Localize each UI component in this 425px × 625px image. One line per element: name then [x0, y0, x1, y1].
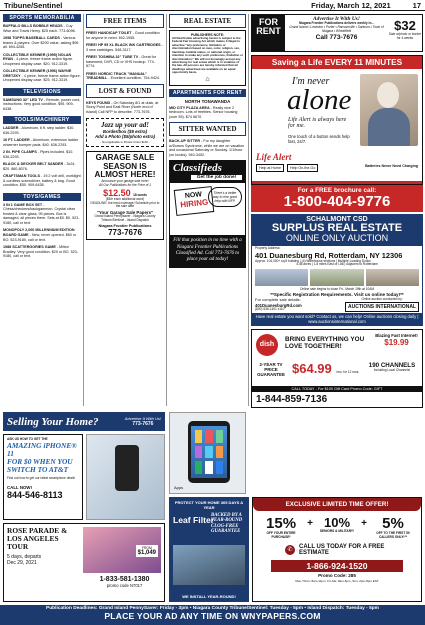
- offer-banner: EXCLUSIVE LIMITED TIME OFFER!: [253, 498, 421, 511]
- dish-guarantee: 2-YEAR TV PRICE GUARANTEE: [257, 361, 285, 377]
- classified-listing: CRAFTSMAN TOOLS - 19.2 volt drill, worklight & cordless screwdriver, battery & bag. Good condition. $50. 909-6438.: [3, 174, 81, 188]
- senior-photo: [360, 74, 418, 146]
- rent-towns: Grand Island • Lewiston • Porter • Ransomville • Sanborn • Town of Niagara • Wheatfield: [289, 24, 384, 33]
- page-number: 17: [412, 0, 421, 10]
- auction-address: 401 Duanesburg Rd, Rotterdam, NY 12306: [255, 250, 403, 260]
- classified-listing: FREE! HP 95 XL BLACK INK CARTRIDGES - 3 new cartridges. 548-3117.: [86, 43, 163, 52]
- classified-listing: SAMSUNG 32" LED TV - Remote, power cord, instructions. Very good condition. $95. 909-6438.: [3, 97, 81, 111]
- classified-column-3: [169, 14, 246, 268]
- phone-image: [86, 434, 165, 520]
- free-items-title: FREE ITEMS: [86, 14, 164, 28]
- classified-listing: MONOPOLY 2,000 MILLENNIUM EDITION BOARD GAME - New, never opened. $60 or BO. 523-9180, call or text.: [3, 228, 77, 242]
- auction-sub: ONLINE ONLY AUCTION: [285, 233, 389, 243]
- rose-phone: 1-833-581-1380: [99, 576, 150, 583]
- classified-listing: FREE! HANDICAP TOILET - Good condition for anyone in need. 692-1955.: [86, 31, 160, 40]
- dish-channels: 190 CHANNELS: [368, 361, 416, 369]
- alone-sub: One touch of a button sends help fast, 24/7.: [288, 134, 350, 144]
- brochure-strip: For a FREE brochure call: 1-800-404-9776: [251, 185, 423, 212]
- real-estate-title: REAL ESTATE: [169, 14, 246, 28]
- offer-phone: 1-866-924-1520: [271, 560, 403, 572]
- auction-terms: **Specific Registration Requirements. Visit us online today!**: [270, 291, 404, 297]
- leaf-filter-logo: Leaf Filter: [173, 515, 215, 525]
- auction-photos: [255, 269, 419, 286]
- auction-bidding: Online sale begins to close Fri., March 19th at 10AM: [299, 287, 375, 292]
- life-alert-phone: 1-800-404-9776: [283, 193, 391, 210]
- dish-call-line: CALL TODAY - For $100 Gift Card Promo Code: GIFT: [252, 386, 422, 392]
- life-alert-banner: Saving a Life EVERY 11 MINUTES: [252, 56, 422, 69]
- classified-listing: COLLECTIBLE KENNER (1996) WAYNE GRETZKY - 4 piece, freeze frame action figure. Unopened display case. $25. 912-3319.: [3, 69, 81, 83]
- classified-listing: 16 FT. LADDER - Aluminum, extension ladder w/werner bumper pads. $40. 636-2293.: [3, 138, 79, 147]
- jazz-line2: Add a Photo ($5/photo extra): [94, 134, 155, 140]
- jazz-ad: [86, 118, 164, 147]
- section-title: TELEVISIONS: [3, 88, 81, 96]
- alone-tagline: Life Alert is always here for me.: [288, 117, 347, 129]
- classified-listing: 2 IN. PIPE CLAMPS - Pipes included. $10. 636-2293.: [3, 150, 74, 159]
- section-title: TOYS/GAMES: [3, 193, 81, 201]
- auction-details: Approx. 104,000+ sq ft building | (4) Warehouse sections | Multiple Loading Docks: [255, 258, 371, 263]
- place-ad-text[interactable]: PLACE YOUR AD ANY TIME ON WNYPAPERS.COM: [104, 611, 321, 621]
- classified-listing: 3 IN 1 GAME BOX SET - Chess/checkers/backgammon. Crystal clear frosted & clear glass, 95 pieces. Box is damaged, all pieces there. Sets at $0. $0. 523-9180, call or text.: [3, 202, 80, 225]
- classified-listing: COLLECTIBLE KENNER (1995) NOLAN RYAN - 4 piece, freeze frame action figure. Unopened display case. $20. 912-3319.: [3, 52, 74, 66]
- classified-listing: BUFFALO BILLS BOBBLE HEADS - Cuy Wise and Travis Henry. $25 each. 773-6096.: [3, 24, 76, 33]
- page-footer: [0, 605, 425, 625]
- display-ad-column: [251, 14, 423, 408]
- garage-deadline: DEADLINE: the best coverage! Schedule prior to the sale date: [90, 200, 160, 209]
- auction-phone: (800) 536-1401 x110: [255, 306, 285, 311]
- issue-date: Friday, March 12, 2021: [311, 0, 391, 10]
- classified-column-1: [3, 14, 81, 264]
- auction-school: SCHALMONT CSD: [306, 216, 368, 223]
- garage-kit-sub: Grand Island Pennysaver - Niagara County Tribune/Sentinel - Island Dispatch: [94, 214, 156, 222]
- auction-headline: SURPLUS REAL ESTATE: [271, 222, 403, 234]
- jazz-line1: Border/box ($5 extra): [102, 129, 148, 135]
- section-title: SPORTS MEMORABILIA: [3, 14, 81, 22]
- deadlines-text: Publication Deadlines: Grand Island PennySaver: Friday - 3pm • Niagara County Tribune/Sentinel: Tuesday - 5pm • Island Dispatch: Tuesday - 5pm: [46, 606, 379, 611]
- garage-extra: ($5/e each additional word): [105, 196, 145, 201]
- classified-listing: BLACK & DECKER BELT SANDER - 3x24. $20. 860-8076.: [3, 162, 76, 171]
- equal-housing-icon: ⌂: [205, 75, 210, 83]
- classified-listing: KEYS FOUND - On Saturday 8/1 at dusk, at Stony Point and East River (North end of Island) Call NFP to describe. 773-7676.: [86, 100, 159, 114]
- auction-prop-label: Property Address:: [255, 245, 281, 250]
- speech-bubble: There's a better way to hire good help with NFP.: [208, 187, 242, 207]
- apartments-title: APARTMENTS FOR RENT: [169, 89, 246, 97]
- rent-price-note: Sale w/photo or border for 4 weeks: [388, 32, 422, 40]
- exclusive-offer-ad: EXCLUSIVE LIMITED TIME OFFER! 15% OFF YOUR ENTIRE PURCHASE* + 10% SENIORS & MILITARY! + 5% OFF TO THE FIRST 50 CALLERS ONLY!** ✆ CALL US TODAY FOR A FREE ESTIMATE 1-866-924-1520 Promo Code: 285 Mon-Thurs: 8am-11pm, Fri-Sat: 8am-5pm, Sun: 2pm-8pm EST: [252, 497, 422, 602]
- life-alert-brand: Life Alert: [256, 152, 292, 162]
- dish-logo: dish: [256, 334, 278, 356]
- selling-home-ad: Selling Your Home? Advertise It With Us! 773-7676: [3, 412, 165, 431]
- garage-brand: Niagara Frontier Publications: [98, 223, 152, 228]
- garage-title: GARAGE SALE SEASON IS ALMOST HERE!: [94, 153, 156, 179]
- rent-call: Call 773-7676: [315, 34, 358, 42]
- auction-url[interactable]: 401DuanesburgRd.com: [255, 302, 302, 308]
- alone-line1: I'm never: [292, 76, 330, 87]
- for-rent-block: FOR RENT: [252, 15, 285, 51]
- phone-icon: ✆: [285, 545, 295, 555]
- garage-phone: 773-7676: [108, 227, 142, 237]
- notice-title: PUBLISHERS NOTE:: [190, 33, 225, 37]
- classified-listing: 1958 TOPPS BASEBALL CARDS - Various teams & players. Over $200 value, asking $95 all. 694-4265.: [3, 36, 79, 50]
- classifieds-title: Classifieds: [173, 162, 222, 175]
- notice-body: All Real Estate advertising herein is subject to the Federal Fair Housing Act which makes it illegal to advertise "any preference, limitation or discrimination based on race, color, religion, sex, handicap, familial status, or national origin, or intention to make any such preference, limitation or discrimination." We will not knowingly accept any advertising for real estate which is in violation of the law. All persons are hereby informed that all dwellings advertised are available on an equal opportunity basis.: [172, 36, 243, 75]
- classified-listing: 1988 SCATTERGORIES GAME - Milton Bradley. Very good condition. $20 or BO. 523-9180, call or text.: [3, 245, 78, 259]
- att-phone: 844-546-8113: [7, 490, 63, 501]
- rent-headline: Advertise It With Us!: [313, 16, 360, 22]
- classified-listing: MID CITY PLAZA AREA - Really nice 2 bedroom. Lots of freebies. Senior housing (over 55). $74 6670.: [169, 105, 238, 119]
- offer-row: 15% OFF YOUR ENTIRE PURCHASE* + 10% SENIORS & MILITARY! + 5% OFF TO THE FIRST 50 CALLERS ONLY!**: [266, 515, 410, 539]
- garage-sale-ad: [86, 151, 164, 240]
- rent-price: $32: [394, 18, 416, 33]
- for-rent-ad: [251, 14, 423, 52]
- classifieds-sub: Get the job done!: [191, 175, 242, 180]
- jazz-note: - Not applicable to Private Under $100 -: [100, 140, 150, 145]
- classifieds-body: Fill that position in no time with a Niagara Frontier Publications Classified Ad. Call 773-7676 to place your ad today!: [170, 235, 245, 267]
- att-iphone-ad: ASK US HOW TO GET THE AMAZING iPHONE® 11 FOR $0 WHEN YOU SWITCH TO AT&T Find out how to get our latest smartphone deals! CALL NOW! 844-546-8113: [3, 434, 83, 520]
- apartments-sub: NORTH TONAWANDA: [184, 98, 231, 104]
- classified-listing: FREE! TOSHIBA 32" TUBE TV - Great for basement, DVR, CD or VHS hookup. 774-8774.: [86, 55, 156, 69]
- jazz-title: Jazz up your ad!: [100, 121, 150, 130]
- lost-found-title: LOST & FOUND: [86, 84, 164, 98]
- classified-column-2: [86, 14, 164, 240]
- leaf-filter-ad: PROTECT YOUR HOME 365 DAYS A YEAR Leaf Filter BACKED BY A YEAR-ROUND CLOG-FREE GUARANTEE WE INSTALL YEAR-ROUND!: [169, 497, 249, 602]
- garage-price: $12.50 18 words: [103, 187, 147, 198]
- dish-price: $64.99 /mo. for 12 mos.: [292, 360, 360, 376]
- rose-photo: FROM $1,049: [83, 527, 161, 573]
- rent-sub: Niagara Frontier Publications delivers weekly in...: [298, 21, 375, 25]
- sitter-title: SITTER WANTED: [169, 122, 246, 136]
- garage-kit: "Your Garage Sale Papers": [96, 210, 154, 216]
- classified-listing: BACK-UP SITTER - For my daughter w/Downs Syndrome, while we are on vacation and occasional Saturday or Sunday. 1/1/hour (on books). 940-3452.: [169, 139, 245, 157]
- auction-ad: SCHALMONT CSD SURPLUS REAL ESTATE ONLINE ONLY AUCTION Property Address: 401 Duanesburg Rd, Rotterdam, NY 12306 Approx. 104,000+ sq ft building | (4) Warehouse sections | Multiple Loading Docks 4.48 acres | 1.8 miles East of I-88 | Adjacent to Rotterdam Online sale begins to close Fri., March 19th at 10AM **Specific Registration Requirements. Visit us online today!** For complete sale details: 401DuanesburgRd.com (800) 536-1401 x110 Online auction conducted by: AUCTIONS INTERNATIONAL Have real estate you want sold? Contact us, we can help! Online auctions closing daily | www.auctionsinternational.com: [251, 214, 423, 326]
- apps-graphic: Apps: [169, 412, 246, 494]
- page-header: [0, 0, 425, 11]
- classifieds-ad: [169, 160, 246, 268]
- gutter-photo: [173, 545, 245, 585]
- dish-ad: dish BRING EVERYTHING YOU LOVE TOGETHER! Blazing Fast Internet! $19.99 2-YEAR TV PRICE GUARANTEE $64.99 /mo. for 12 mos. 190 CHANNELS Including Local Channels! CALL TODAY - For $100 Gift Card Promo Code: GIFT 1-844-859-7136: [251, 329, 423, 408]
- paper-name: Tribune/Sentinel: [4, 0, 63, 10]
- dish-headline: BRING EVERYTHING YOU LOVE TOGETHER!: [285, 335, 365, 350]
- feature-row: Help at Home Help On-the-Go: [256, 164, 318, 172]
- section-title: TOOLS/MACHINERY: [3, 116, 81, 124]
- dish-phone: 1-844-859-7136: [256, 393, 328, 405]
- rose-parade-ad: ROSE PARADE & LOS ANGELES TOUR 5 days, departs Dec 29, 2021 FROM $1,049 1-833-581-1380 promo code N7017: [3, 523, 165, 602]
- auction-footer: Have real estate you want sold? Contact us, we can help! Online auctions closing daily | www.auctionsinternational.com: [252, 313, 422, 325]
- garage-sub: Announce your garage sale here!: [101, 179, 149, 184]
- fair-housing-notice: [169, 30, 246, 86]
- classified-listing: FREE! NORDIC TRACK "MANUAL" TREADMILL - Excellent condition. 754-9424.: [86, 71, 160, 81]
- garage-all-for: All Our Publications for the Price of 1: [98, 183, 152, 188]
- call-estimate: ✆ CALL US TODAY FOR A FREE ESTIMATE: [253, 544, 421, 557]
- now-hiring-sign: NOW HIRING: [174, 186, 215, 216]
- alone-line2: alone: [287, 84, 352, 116]
- life-alert-ad: [251, 55, 423, 185]
- batteries-note: Batteries Never Need Charging: [365, 164, 418, 168]
- auction-details-2: 4.48 acres | 1.8 miles East of I-88 | Adjacent to Rotterdam: [296, 262, 378, 267]
- classified-listing: LADDER - Aluminum, 6 ft. step ladder. $30. 636-2293.: [3, 126, 75, 135]
- auction-company-logo: AUCTIONS INTERNATIONAL: [345, 302, 419, 312]
